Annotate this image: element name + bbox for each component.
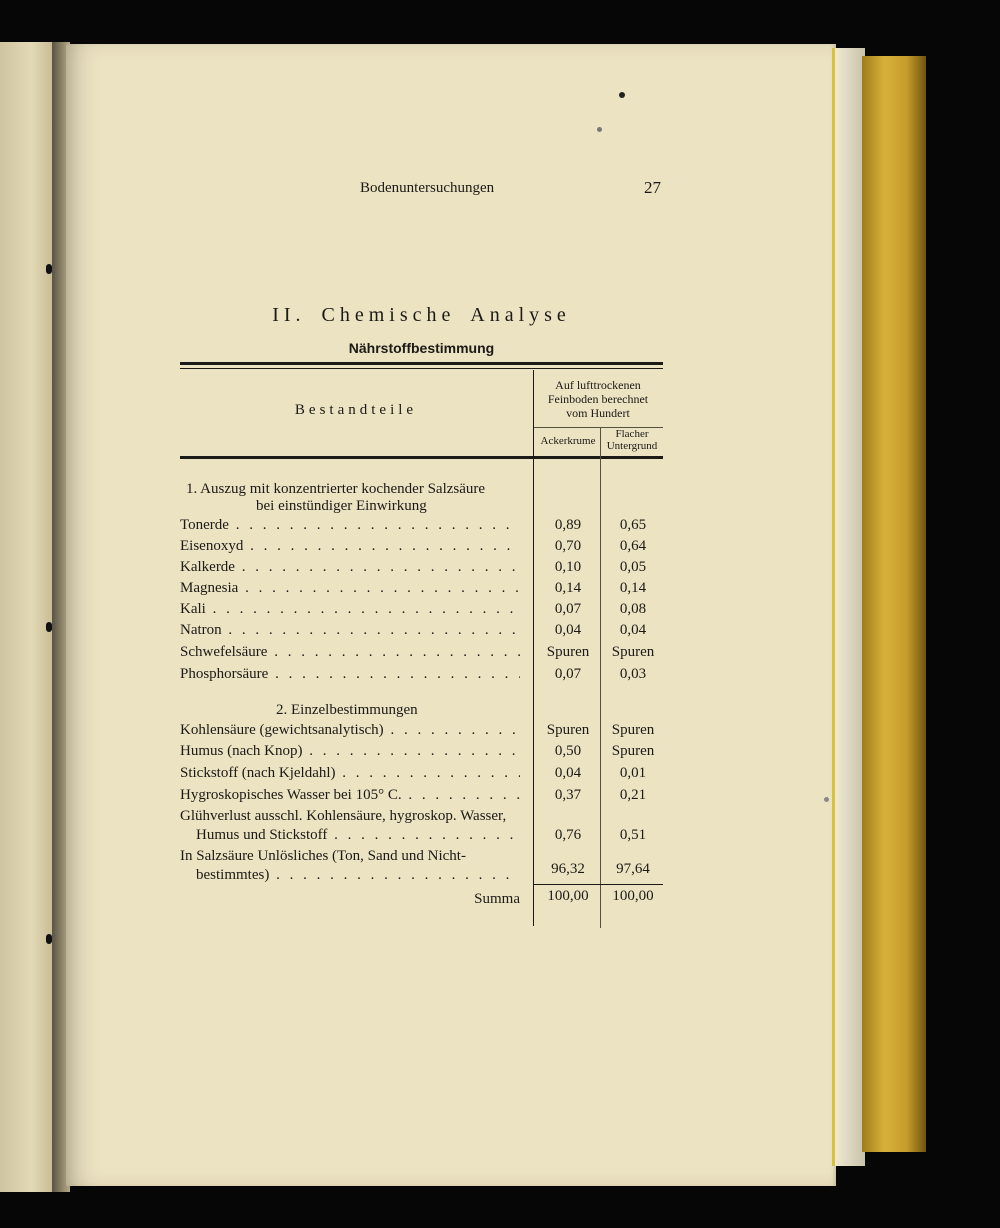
table-row [180, 861, 662, 888]
value-untergrund: 0,21 [619, 787, 647, 803]
table-row [180, 827, 662, 848]
value-ackerkrume: 0,14 [554, 580, 582, 596]
value-ackerkrume: Spuren [546, 644, 590, 660]
table-row [180, 559, 662, 580]
value-ackerkrume: 0,04 [554, 765, 582, 781]
header-bestandteile: Bestandteile [294, 402, 418, 418]
table-row [180, 808, 662, 829]
page-number: 27 [644, 178, 661, 197]
value-ackerkrume: Spuren [546, 722, 590, 738]
value-ackerkrume: 0,07 [554, 666, 582, 682]
table-row [180, 601, 662, 622]
left-page [0, 42, 52, 1192]
table-row [180, 644, 662, 665]
row-label: Eisenoxyd . . . [180, 538, 520, 555]
row-label: Phosphorsäure . . . [180, 666, 520, 683]
value-untergrund: 0,64 [619, 538, 647, 554]
value-untergrund: 0,01 [619, 765, 647, 781]
header-group-line: vom Hundert [566, 406, 630, 420]
row-label: Kalkerde . . . [180, 559, 520, 576]
value-untergrund: 0,03 [619, 666, 647, 682]
header-group-line: Auf lufttrockenen [555, 378, 641, 392]
value-ackerkrume: 100,00 [547, 888, 589, 904]
row-label-line1: In Salzsäure Unlösliches (Ton, Sand und Nicht- [180, 848, 466, 864]
row-label-line2: bestimmtes) . . . [196, 867, 520, 884]
value-ackerkrume: 0,76 [554, 827, 582, 843]
value-ackerkrume: 0,50 [554, 743, 582, 759]
row-label: Stickstoff (nach Kjeldahl) . . . [180, 765, 520, 782]
row-label-line2: Humus und Stickstoff . . . [196, 827, 520, 844]
value-ackerkrume: 0,07 [554, 601, 582, 617]
row-label: Natron . . . [180, 622, 520, 639]
value-ackerkrume: 96,32 [551, 861, 585, 877]
row-label-line1: Glühverlust ausschl. Kohlensäure, hygroskop. Wasser, [180, 808, 507, 824]
table-row [180, 666, 662, 687]
group-heading: 1. Auszug mit konzentrierter kochender Salzsäure [186, 481, 486, 497]
value-untergrund: 0,04 [619, 622, 647, 638]
value-untergrund: 0,65 [619, 517, 647, 533]
table-row [180, 765, 662, 786]
row-label: Tonerde . . . [180, 517, 520, 534]
value-ackerkrume: 0,10 [554, 559, 582, 575]
value-ackerkrume: 0,37 [554, 787, 582, 803]
row-label: Schwefelsäure . . . [180, 644, 520, 661]
table-row [180, 538, 662, 559]
book-cover-edge [862, 56, 926, 1152]
row-label: Humus (nach Knop) . . . [180, 743, 520, 760]
value-ackerkrume: 0,70 [554, 538, 582, 554]
running-head: Bodenuntersuchungen [360, 180, 495, 196]
table-row [180, 787, 662, 808]
value-untergrund: Spuren [611, 722, 655, 738]
table-top-rule-thin [180, 368, 663, 369]
table-row [180, 743, 662, 764]
page-edges [832, 48, 865, 1166]
header-untergrund [601, 428, 663, 452]
value-ackerkrume: 0,04 [554, 622, 582, 638]
group-heading: bei einstündiger Einwirkung [256, 498, 427, 514]
value-untergrund: 100,00 [612, 888, 654, 904]
table-top-rule [180, 362, 663, 365]
ink-spot [597, 127, 602, 132]
sum-label: Summa [474, 891, 520, 907]
row-label: Kali . . . [180, 601, 520, 618]
value-untergrund: Spuren [611, 644, 655, 660]
table-row [180, 722, 662, 743]
value-untergrund: 0,14 [619, 580, 647, 596]
value-untergrund: Spuren [611, 743, 655, 759]
table-row [180, 622, 662, 643]
value-untergrund: 0,51 [619, 827, 647, 843]
header-group-line: Feinboden berechnet [547, 392, 649, 406]
header-ackerkrume: Ackerkrume [540, 435, 596, 447]
header-group [534, 378, 662, 420]
header-bottom-rule [180, 456, 663, 459]
ink-spot [824, 797, 829, 802]
group-heading: 2. Einzelbestimmungen [276, 702, 418, 718]
value-ackerkrume: 0,89 [554, 517, 582, 533]
row-label: Hygroskopisches Wasser bei 105° C. . . . [180, 787, 520, 804]
row-label: Kohlensäure (gewichtsanalytisch) . . . [180, 722, 520, 739]
header-untergrund-line: Untergrund [606, 440, 658, 452]
section-title: II. Chemische Analyse [272, 304, 571, 326]
value-untergrund: 0,08 [619, 601, 647, 617]
table-row [180, 580, 662, 601]
ink-spot [619, 92, 625, 98]
value-untergrund: 97,64 [616, 861, 650, 877]
table-subtitle: Nährstoffbestimmung [348, 340, 495, 356]
row-label: Magnesia . . . [180, 580, 520, 597]
header-untergrund-line: Flacher [615, 428, 649, 440]
value-untergrund: 0,05 [619, 559, 647, 575]
table-row [180, 517, 662, 538]
sum-row [180, 888, 662, 912]
